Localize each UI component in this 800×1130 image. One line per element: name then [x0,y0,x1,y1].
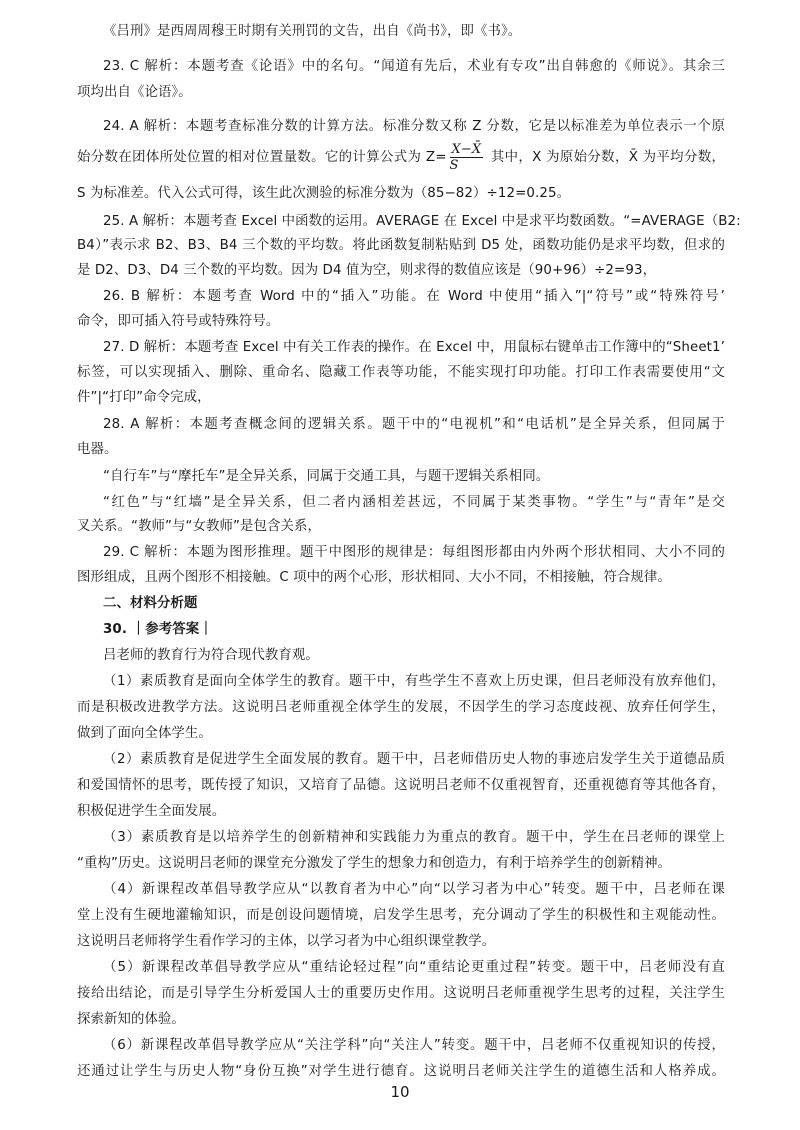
text-line: 28. A 解析：本题考查概念间的逻辑关系。题干中的“电视机”和“电话机”是全异关系，但同属于 [103,417,725,432]
text-line: （4）新课程改革倡导教学应从“以教育者为中心”向“以学习者为中心”转变。题干中，吕老师在课 [103,882,725,897]
text-line: 标签，可以实现插入、删除、重命名、隐藏工作表等功能，不能实现打印功能。打印工作表需要使用“文 [77,365,725,380]
text-line: “红色”与“红墙”是全异关系，但二者内涵相差甚远，不同属于某类事物。“学生”与“青年”是交 [103,495,725,510]
text-line: 这说明吕老师将学生看作学习的主体，以学习者为中心组织课堂教学。 [77,934,496,949]
text-line: 探索新知的体验。 [77,1012,185,1027]
text-line: 26. B 解析：本题考查 Word 中的“插入”功能。在 Word 中使用“插入”|“符号”或“特殊符号’ [103,289,725,304]
text-line: 是 D2、D3、D4 三个数的平均数。因为 D4 值为空，则求得的数值应该是（90+96）÷2=93， [77,263,657,278]
formula-numerator: X−X̄ [451,141,482,157]
text-line: 命令，即可插入符号或特殊符号。 [77,314,280,329]
formula-line [77,141,725,175]
text-line: 叉关系。“教师”与“女教师”是包含关系， [77,519,321,534]
text-line: 和爱国情怀的思考，既传授了知识，又培育了品德。这说明吕老师不仅重视智育，还重视德育等其他各育， [77,778,725,793]
formula-denominator: S [449,157,459,173]
page-number: 10 [390,1083,410,1101]
text-line: 堂上没有生硬地灌输知识，而是创设问题情境，启发学生思考，充分调动了学生的积极性和主观能动性。 [77,908,725,923]
text-line: 吕老师的教育行为符合现代教育观。 [103,648,319,663]
answer-heading: 30. ｜参考答案｜ [103,622,213,637]
text-line: （5）新课程改革倡导教学应从“重结论轻过程”向“重结论更重过程”转变。题干中，吕老师没有直 [103,960,725,975]
formula-text-after: 其中，X 为原始分数，X̄ 为平均分数， [486,150,725,165]
text-line: S 为标准差。代入公式可得，该生此次测验的标准分数为（85−82）÷12=0.25。 [77,186,571,201]
text-line: 还通过让学生与历史人物“身份互换”对学生进行德育。这说明吕老师关注学生的道德生活和人格养成。 [77,1064,725,1079]
text-line: B4）”表示求 B2、B3、B4 三个数的平均数。将此函数复制粘贴到 D5 处，函数功能仍是求平均数，但求的 [77,238,725,253]
text-line: 29. C 解析：本题为图形推理。题干中图形的规律是：每组图形都由内外两个形状相同、大小不同的 [103,545,725,560]
text-line: “自行车”与“摩托车”是全异关系，同属于交通工具，与题干逻辑关系相同。 [103,469,550,484]
text-line: 《吕刑》是西周周穆王时期有关刑罚的文告，出自《尚书》，即《书》。 [103,24,522,39]
text-line: 件”|“打印”命令完成， [77,390,211,405]
text-line: 图形组成，且两个图形不相接触。C 项中的两个心形，形状相同、大小不同，不相接触，符合规律。 [77,570,671,585]
text-line: （2）素质教育是促进学生全面发展的教育。题干中，吕老师借历史人物的事迹启发学生关于道德品质 [103,752,725,767]
text-line: 25. A 解析：本题考查 Excel 中函数的运用。AVERAGE 在 Excel 中是求平均数函数。“=AVERAGE（B2: [103,214,741,229]
text-line: 24. A 解析：本题考查标准分数的计算方法。标准分数又称 Z 分数，它是以标准差为单位表示一个原 [103,119,725,134]
text-line: 做到了面向全体学生。 [77,726,212,741]
text-line: 接给出结论，而是引导学生分析爱国人士的重要历史作用。这说明吕老师重视学生思考的过程，关注学生 [77,986,725,1001]
text-line: 23. C 解析：本题考查《论语》中的名句。“闻道有先后，术业有专攻”出自韩愈的《师说》。其余三 [103,59,725,74]
text-line: （3）素质教育是以培养学生的创新精神和实践能力为重点的教育。题干中，学生在吕老师的课堂上 [103,830,725,845]
text-line: 而是积极改进教学方法。这说明吕老师重视全体学生的发展，不因学生的学习态度歧视、放弃任何学生， [77,700,725,715]
text-line: （6）新课程改革倡导教学应从“关注学科”向“关注人”转变。题干中，吕老师不仅重视知识的传授， [103,1038,725,1053]
text-line: “重构”历史。这说明吕老师的课堂充分激发了学生的想象力和创造力，有利于培养学生的创新精神。 [77,856,672,871]
section-heading: 二、材料分析题 [103,596,198,611]
z-score-formula [450,142,484,173]
text-line: 27. D 解析：本题考查 Excel 中有关工作表的操作。在 Excel 中，用鼠标右键单击工作簿中的“Sheet1’ [103,340,725,355]
text-line: 项均出自《论语》。 [77,85,192,100]
text-line: 积极促进学生全面发展。 [77,804,226,819]
text-line: 电器。 [77,442,118,457]
text-line: （1）素质教育是面向全体学生的教育。题干中，有些学生不喜欢上历史课，但吕老师没有放弃他们， [103,674,725,689]
formula-text-before: 始分数在团体所处位置的相对位置量数。它的计算公式为 Z= [77,150,447,165]
